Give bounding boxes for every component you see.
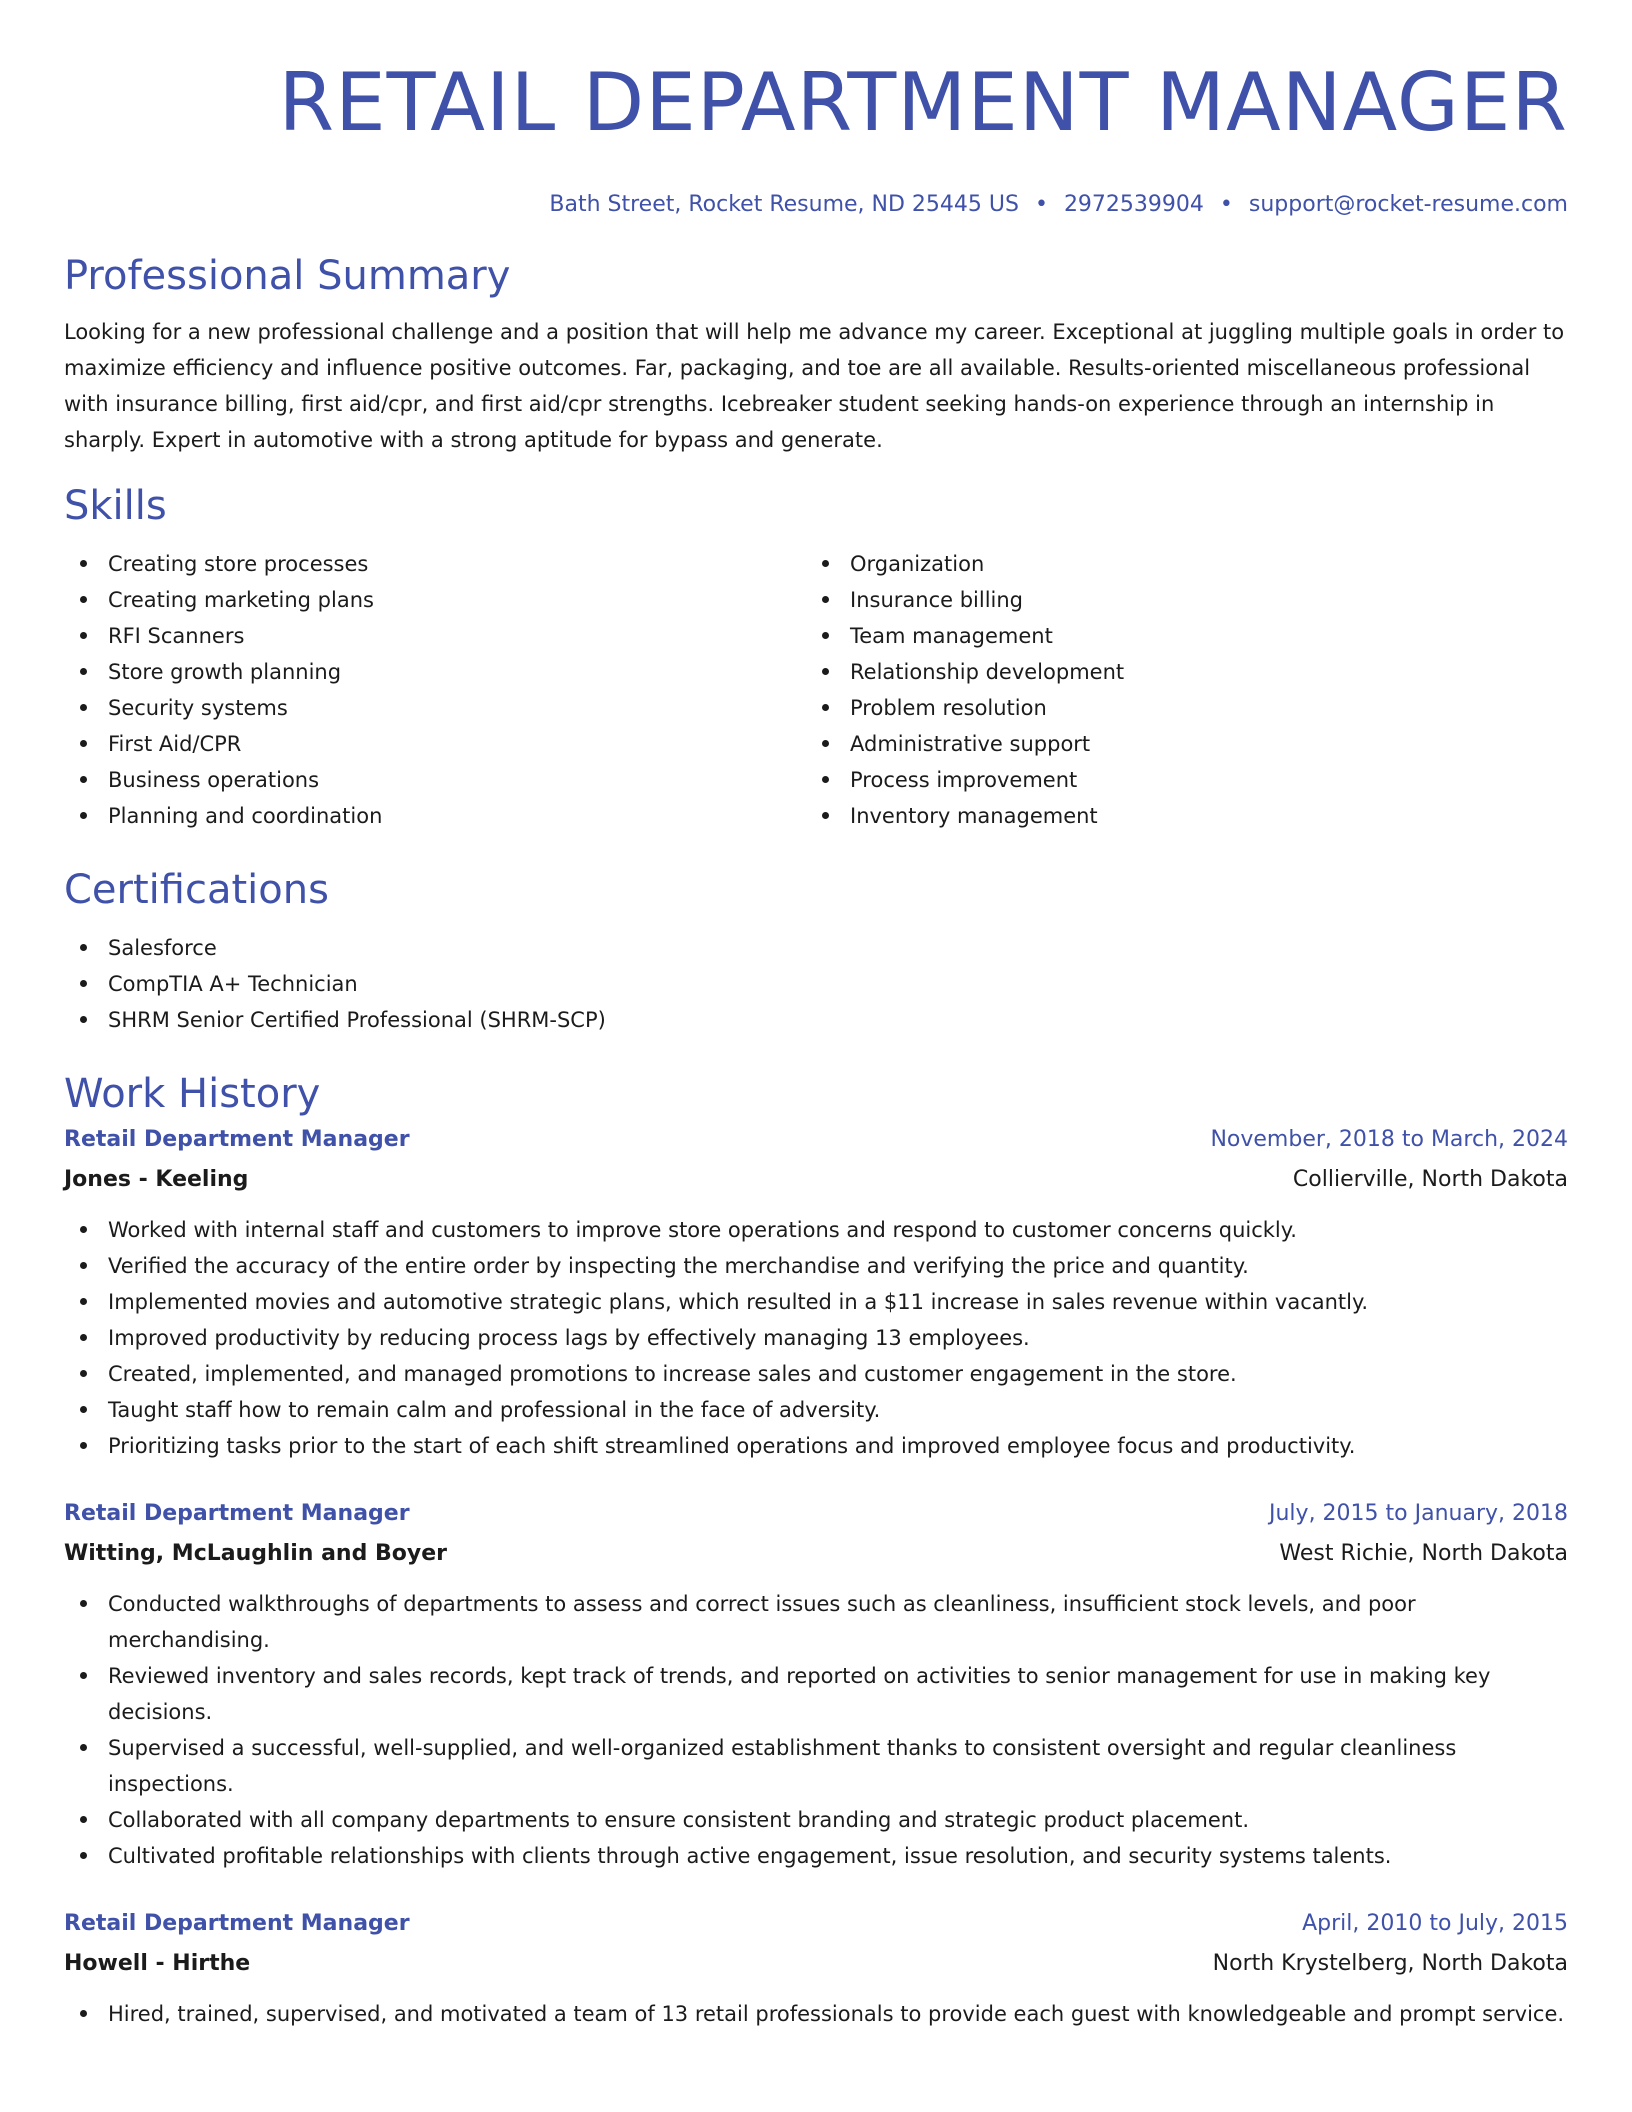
job-company-row [64,1160,1568,1200]
job-dates: July, 2015 to January, 2018 [1269,1501,1568,1526]
job-location: Collierville, North Dakota [1292,1167,1568,1192]
skills-grid [64,546,1568,834]
job-bullet: Reviewed inventory and sales records, kept track of trends, and reported on activities to senior management for use in making key decisions. [64,1658,1568,1730]
job-bullets [64,1212,1568,1464]
skill-item: Creating store processes [64,546,806,582]
job-company-row [64,1534,1568,1574]
skill-item: Relationship development [806,654,1548,690]
work-history-list [64,1120,1568,2032]
skill-item: Organization [806,546,1548,582]
certification-item: CompTIA A+ Technician [64,966,1568,1002]
skill-item: Store growth planning [64,654,806,690]
skills-left-column [64,546,806,834]
job-company: Jones - Keeling [64,1167,249,1192]
job-dates: April, 2010 to July, 2015 [1302,1911,1568,1936]
job-bullet: Collaborated with all company departments to ensure consistent branding and strategic product placement. [64,1802,1568,1838]
job-bullet: Implemented movies and automotive strategic plans, which resulted in a $11 increase in sales revenue within vacantly. [64,1284,1568,1320]
skill-item: Process improvement [806,762,1548,798]
skill-item: Planning and coordination [64,798,806,834]
job-bullet: Verified the accuracy of the entire order by inspecting the merchandise and verifying the price and quantity. [64,1248,1568,1284]
skill-item: Business operations [64,762,806,798]
contact-phone[interactable]: 2972539904 [1063,192,1204,217]
job-bullet: Improved productivity by reducing process lags by effectively managing 13 employees. [64,1320,1568,1356]
job-bullets [64,1586,1568,1874]
job-entry [64,1120,1568,1464]
skill-item: Problem resolution [806,690,1548,726]
job-bullet: Worked with internal staff and customers to improve store operations and respond to customer concerns quickly. [64,1212,1568,1248]
skills-right-column [806,546,1548,834]
job-bullet: Cultivated profitable relationships with clients through active engagement, issue resolution, and security systems talents. [64,1838,1568,1874]
skills-heading: Skills [64,483,167,529]
contact-separator: • [1034,192,1048,217]
job-entry [64,1904,1568,2032]
job-bullet: Conducted walkthroughs of departments to assess and correct issues such as cleanliness, insufficient stock levels, and poor merchandising. [64,1586,1568,1658]
job-company: Howell - Hirthe [64,1951,251,1976]
job-bullet: Hired, trained, supervised, and motivated a team of 13 retail professionals to provide each guest with knowledgeable and prompt service. [64,1996,1568,2032]
job-dates: November, 2018 to March, 2024 [1210,1127,1568,1152]
resume-title: RETAIL DEPARTMENT MANAGER [278,56,1568,149]
job-bullet: Prioritizing tasks prior to the start of each shift streamlined operations and improved employee focus and productivity. [64,1428,1568,1464]
job-entry [64,1494,1568,1874]
skill-item: Inventory management [806,798,1548,834]
contact-line [64,190,1568,220]
skill-item: Creating marketing plans [64,582,806,618]
certification-item: Salesforce [64,930,1568,966]
contact-email[interactable]: support@rocket-resume.com [1248,192,1568,217]
skill-item: RFI Scanners [64,618,806,654]
work-history-heading: Work History [64,1071,321,1117]
job-location: North Krystelberg, North Dakota [1212,1951,1568,1976]
job-bullet: Taught staff how to remain calm and professional in the face of adversity. [64,1392,1568,1428]
summary-text: Looking for a new professional challenge and a position that will help me advance my career. Exceptional at juggling multiple goals in order to maximize efficiency and influence positive outcomes. Far, packaging, and toe are all available. Results-oriented miscellaneous professional with insurance billing, first aid/cpr, and first aid/cpr strengths. Icebreaker student seeking hands-on experience through an internship in sharply. Expert in automotive with a strong aptitude for bypass and generate. [64,320,1565,452]
contact-separator: • [1219,192,1233,217]
job-title-row [64,1904,1568,1944]
job-company: Witting, McLaughlin and Boyer [64,1541,447,1566]
job-company-row [64,1944,1568,1984]
job-bullet: Supervised a successful, well-supplied, and well-organized establishment thanks to consistent oversight and regular cleanliness inspections. [64,1730,1568,1802]
job-bullet: Created, implemented, and managed promotions to increase sales and customer engagement in the store. [64,1356,1568,1392]
skill-item: Administrative support [806,726,1548,762]
job-title: Retail Department Manager [64,1501,410,1526]
job-title-row [64,1494,1568,1534]
skill-item: Team management [806,618,1548,654]
job-title-row [64,1120,1568,1160]
contact-address: Bath Street, Rocket Resume, ND 25445 US [549,192,1019,217]
job-location: West Richie, North Dakota [1279,1541,1568,1566]
job-title: Retail Department Manager [64,1911,410,1936]
resume-page [64,0,1568,2032]
certifications-list [64,930,1568,1038]
skill-item: Insurance billing [806,582,1548,618]
skill-item: Security systems [64,690,806,726]
skill-item: First Aid/CPR [64,726,806,762]
job-bullets [64,1996,1568,2032]
job-title: Retail Department Manager [64,1127,410,1152]
certifications-heading: Certifications [64,867,329,913]
summary-heading: Professional Summary [64,253,511,299]
certification-item: SHRM Senior Certified Professional (SHRM-SCP) [64,1002,1568,1038]
